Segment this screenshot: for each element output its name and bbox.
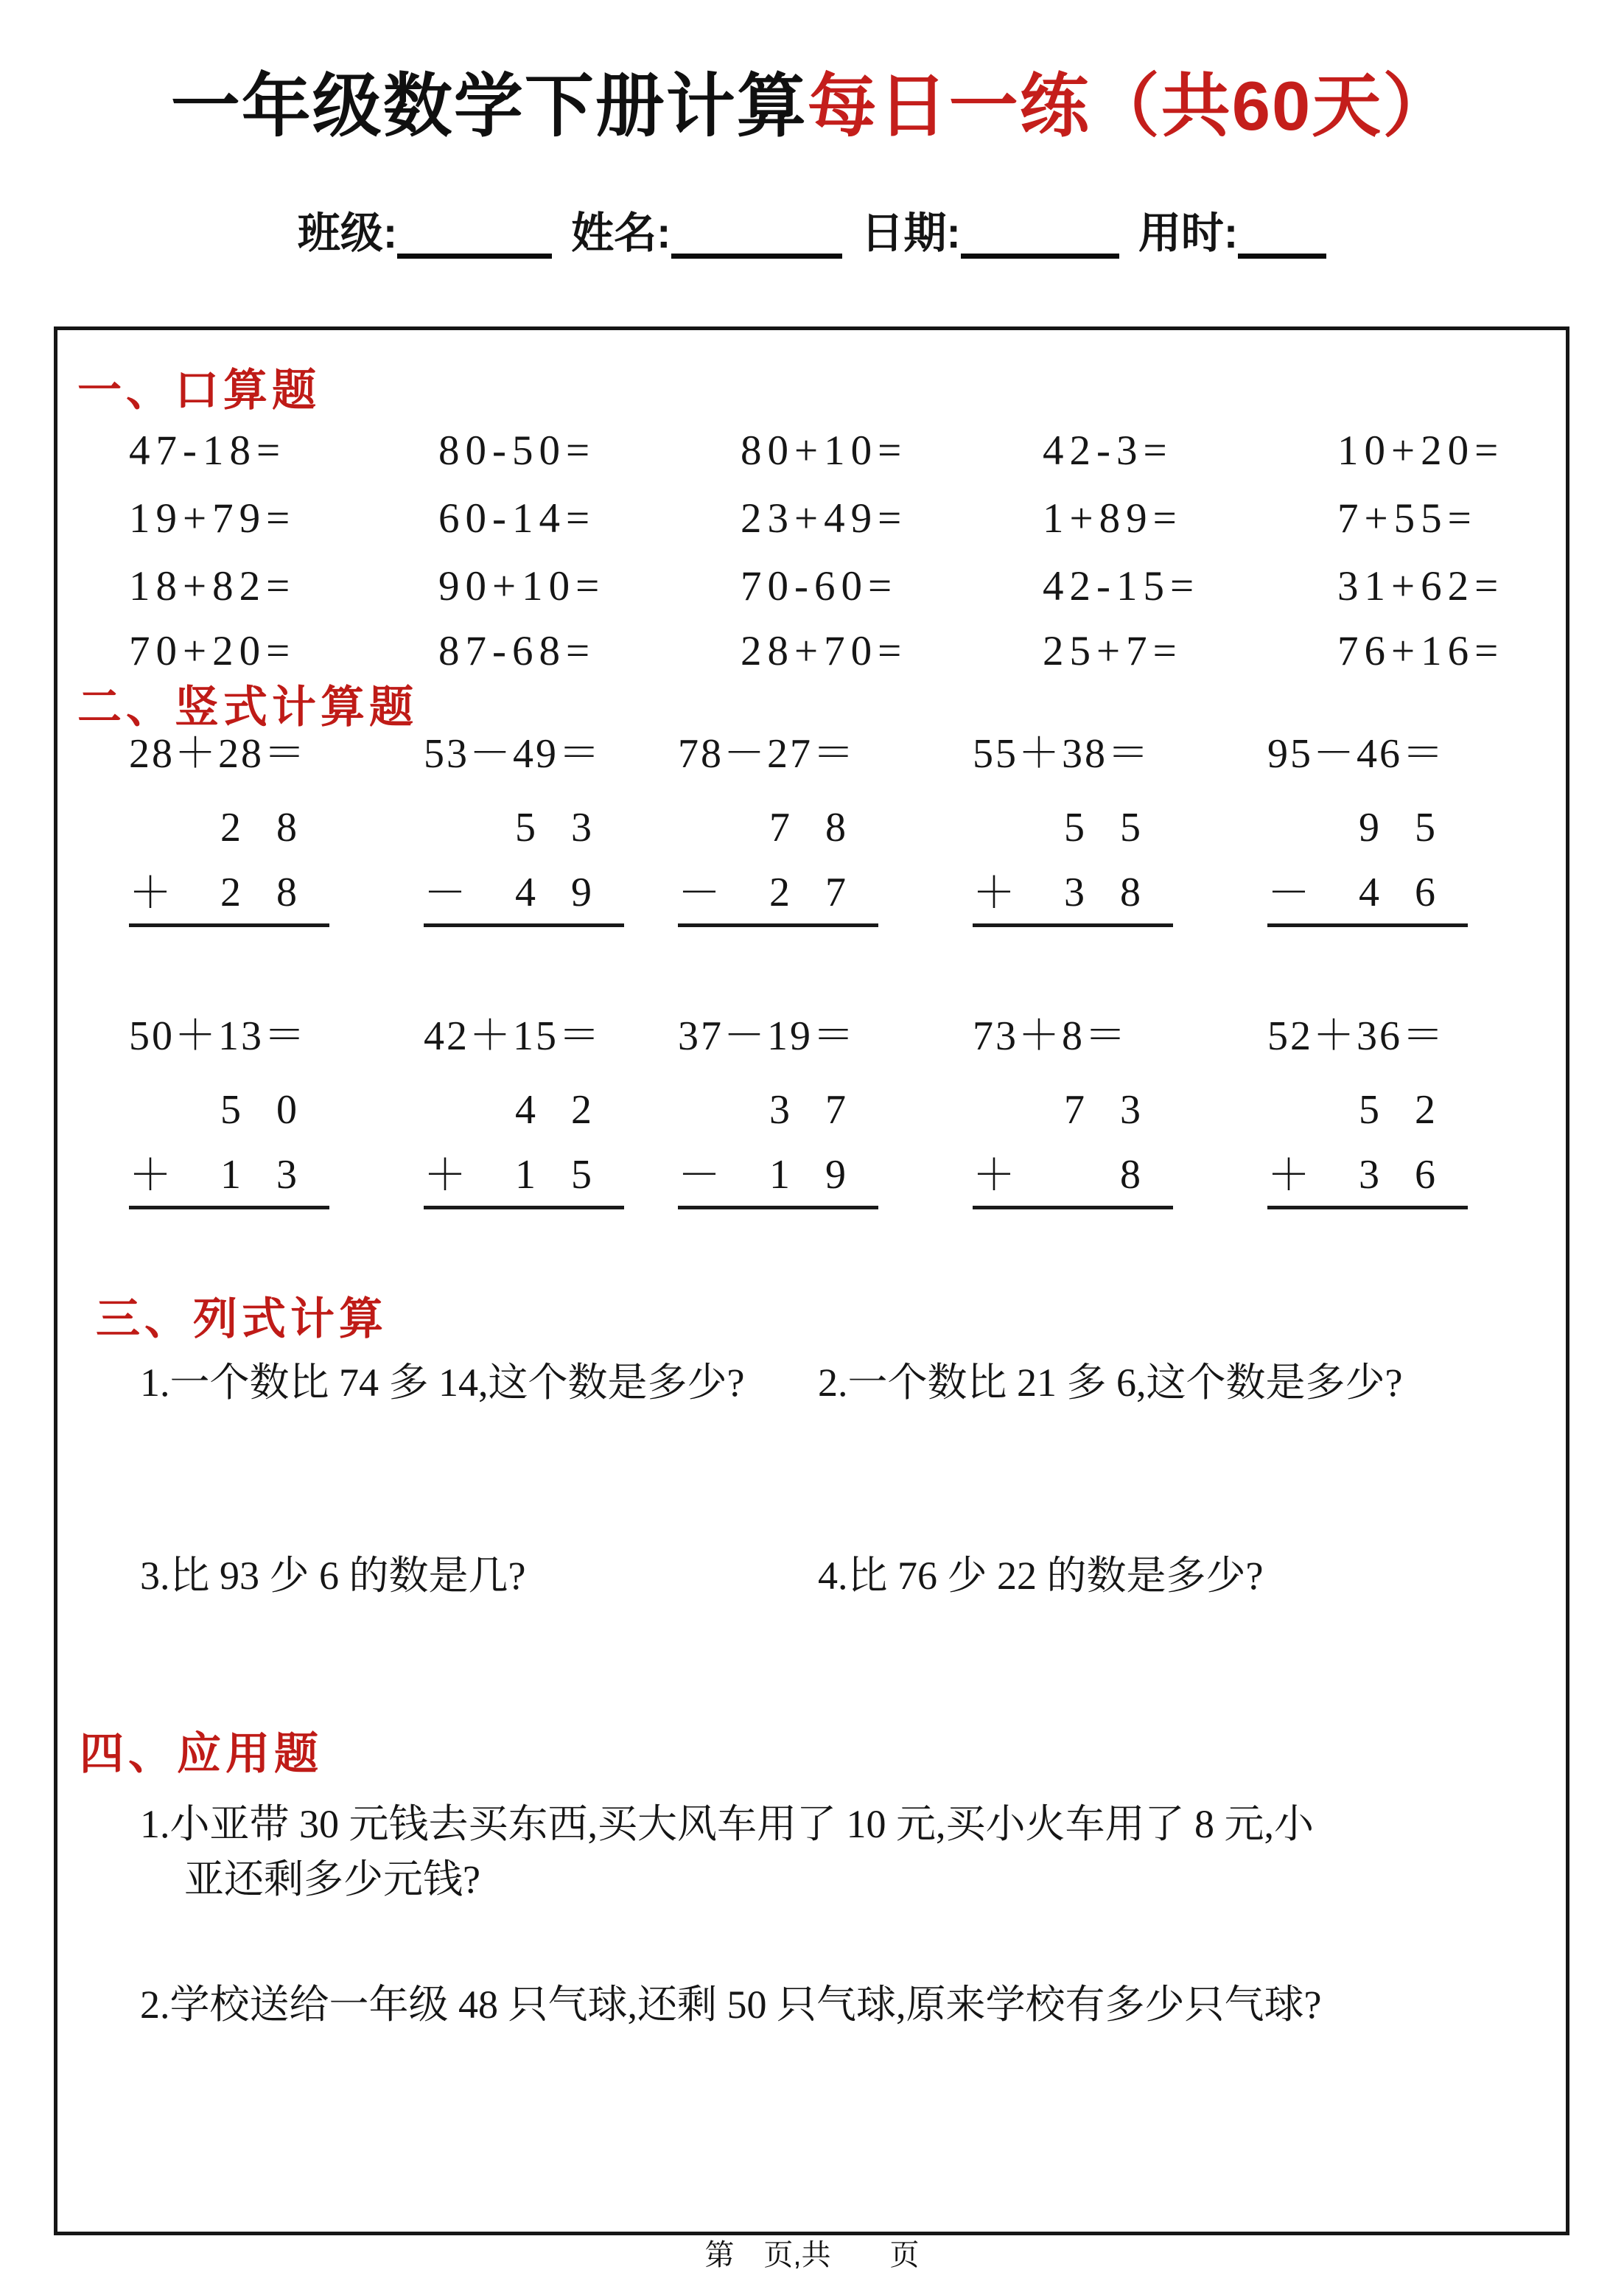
digit-tens: 5	[1064, 805, 1085, 850]
vertical-problem	[424, 1013, 630, 1237]
equation-problem: 3.比 93 少 6 的数是几?	[140, 1554, 526, 1598]
digit-ones: 8	[276, 805, 297, 850]
vertical-problem	[973, 733, 1179, 954]
equation-problem: 2.一个数比 21 多 6,这个数是多少?	[818, 1360, 1403, 1405]
answer-underline	[424, 923, 624, 927]
answer-underline	[973, 923, 1173, 927]
oral-problem: 42-15=	[1043, 563, 1200, 609]
page-title-black-part: 一年级数学下册计算	[170, 67, 808, 144]
oral-problem: 7+55=	[1337, 495, 1477, 542]
oral-problem: 42-3=	[1043, 427, 1173, 474]
word-problem-line: 1.小亚带 30 元钱去买东西,买大风车用了 10 元,买小火车用了 8 元,小	[140, 1802, 1314, 1846]
info-field-label: 班级:	[297, 209, 398, 257]
digit-tens: 9	[1359, 805, 1379, 850]
worksheet-border-box	[54, 326, 1569, 2235]
digit-ones: 0	[276, 1087, 297, 1133]
vertical-problem-expression: 37－19＝	[678, 1013, 856, 1059]
vertical-problem-expression: 53－49＝	[424, 731, 602, 777]
operator-sign: －	[678, 869, 721, 917]
info-field-label: 姓名:	[571, 209, 671, 257]
digit-tens: 1	[515, 1152, 536, 1198]
info-field-blank-line	[961, 212, 1119, 259]
vertical-bottom-operand	[129, 1151, 329, 1200]
operator-sign: ＋	[973, 869, 1016, 917]
info-field-3	[1138, 209, 1326, 259]
digit-tens: 5	[515, 805, 536, 850]
digit-tens: 4	[1359, 870, 1379, 915]
answer-underline	[973, 1206, 1173, 1209]
digit-ones: 5	[1120, 805, 1141, 850]
digit-tens: 3	[1064, 870, 1085, 915]
oral-problem: 23+49=	[741, 495, 908, 542]
vertical-problem	[129, 733, 335, 954]
answer-underline	[678, 923, 878, 927]
vertical-top-operand	[678, 1089, 878, 1135]
digit-ones: 3	[276, 1152, 297, 1198]
page-title	[0, 68, 1624, 144]
digit-ones: 5	[1415, 805, 1435, 850]
digit-ones: 8	[1120, 870, 1141, 915]
info-field-blank-line	[1238, 212, 1326, 259]
oral-problem: 90+10=	[438, 563, 606, 609]
vertical-problem-expression: 95－46＝	[1267, 731, 1446, 777]
digit-tens: 2	[220, 870, 241, 915]
vertical-problem-expression: 78－27＝	[678, 731, 856, 777]
oral-problem: 1+89=	[1043, 495, 1183, 542]
student-info-row	[0, 209, 1624, 259]
operator-sign: ＋	[1267, 1151, 1311, 1199]
vertical-problem	[1267, 733, 1474, 954]
vertical-problem-expression: 28＋28＝	[129, 731, 307, 777]
oral-problem: 25+7=	[1043, 628, 1183, 674]
vertical-problem-expression: 42＋15＝	[424, 1013, 602, 1059]
oral-problem: 80+10=	[741, 427, 908, 474]
digit-ones: 3	[1120, 1087, 1141, 1133]
section-heading-word-problems: 四、应用题	[80, 1729, 323, 1778]
vertical-bottom-operand	[678, 1151, 878, 1200]
digit-tens: 5	[220, 1087, 241, 1133]
digit-ones: 8	[825, 805, 846, 850]
digit-tens: 7	[769, 805, 790, 850]
digit-ones: 9	[825, 1152, 846, 1198]
vertical-bottom-operand	[973, 1151, 1173, 1200]
oral-problem: 80-50=	[438, 427, 596, 474]
vertical-top-operand	[424, 1089, 624, 1135]
page-title-red-part: 每日一练（共60天）	[807, 67, 1454, 144]
vertical-problem-expression: 55＋38＝	[973, 731, 1151, 777]
digit-ones: 7	[825, 1087, 846, 1133]
info-field-0	[298, 209, 552, 259]
vertical-problem	[1267, 1013, 1474, 1237]
oral-problem: 47-18=	[129, 427, 287, 474]
word-problem-line: 亚还剩多少元钱?	[184, 1857, 480, 1901]
answer-underline	[129, 1206, 329, 1209]
vertical-bottom-operand	[973, 869, 1173, 918]
vertical-problem	[678, 733, 884, 954]
oral-problem: 28+70=	[741, 628, 908, 674]
answer-underline	[129, 923, 329, 927]
digit-ones: 2	[571, 1087, 592, 1133]
digit-ones: 6	[1415, 870, 1435, 915]
answer-underline	[678, 1206, 878, 1209]
info-field-label: 用时:	[1138, 209, 1239, 257]
info-field-2	[861, 209, 1119, 259]
vertical-bottom-operand	[1267, 869, 1468, 918]
digit-tens: 4	[515, 1087, 536, 1133]
oral-problem: 60-14=	[438, 495, 596, 542]
word-problem-line: 2.学校送给一年级 48 只气球,还剩 50 只气球,原来学校有多少只气球?	[140, 1983, 1322, 2027]
vertical-top-operand	[129, 1089, 329, 1135]
answer-underline	[424, 1206, 624, 1209]
digit-tens: 4	[515, 870, 536, 915]
section-heading-vertical-calc: 二、竖式计算题	[77, 682, 418, 732]
oral-problem: 18+82=	[129, 563, 296, 609]
digit-ones: 6	[1415, 1152, 1435, 1198]
digit-ones: 7	[825, 870, 846, 915]
oral-problem: 70-60=	[741, 563, 898, 609]
digit-ones: 2	[1415, 1087, 1435, 1133]
digit-tens: 3	[1359, 1152, 1379, 1198]
oral-problem: 76+16=	[1337, 628, 1505, 674]
vertical-problem-expression: 50＋13＝	[129, 1013, 307, 1059]
vertical-top-operand	[973, 807, 1173, 853]
operator-sign: －	[1267, 869, 1311, 917]
info-field-blank-line	[397, 212, 552, 259]
operator-sign: ＋	[129, 1151, 172, 1199]
vertical-bottom-operand	[424, 869, 624, 918]
operator-sign: ＋	[129, 869, 172, 917]
vertical-bottom-operand	[678, 869, 878, 918]
info-field-1	[571, 209, 841, 259]
page-footer-text: 第 页,共 页	[704, 2239, 920, 2271]
vertical-bottom-operand	[1267, 1151, 1468, 1200]
vertical-problem-expression: 73＋8＝	[973, 1013, 1128, 1059]
operator-sign: ＋	[424, 1151, 467, 1199]
vertical-top-operand	[973, 1089, 1173, 1135]
info-field-blank-line	[671, 212, 842, 259]
vertical-problem	[973, 1013, 1179, 1237]
digit-tens: 2	[220, 805, 241, 850]
vertical-top-operand	[678, 807, 878, 853]
vertical-top-operand	[424, 807, 624, 853]
digit-ones: 3	[571, 805, 592, 850]
digit-ones: 8	[1120, 1152, 1141, 1198]
equation-problem: 4.比 76 少 22 的数是多少?	[818, 1554, 1264, 1598]
digit-ones: 5	[571, 1152, 592, 1198]
operator-sign: ＋	[973, 1151, 1016, 1199]
answer-underline	[1267, 1206, 1468, 1209]
digit-tens: 1	[220, 1152, 241, 1198]
vertical-bottom-operand	[129, 869, 329, 918]
operator-sign: －	[678, 1151, 721, 1199]
section-heading-oral-calc: 一、口算题	[77, 366, 321, 415]
oral-problem: 70+20=	[129, 628, 296, 674]
digit-tens: 3	[769, 1087, 790, 1133]
vertical-problem	[129, 1013, 335, 1237]
equation-problem: 1.一个数比 74 多 14,这个数是多少?	[140, 1360, 745, 1405]
digit-ones: 9	[571, 870, 592, 915]
digit-ones: 8	[276, 870, 297, 915]
vertical-problem	[678, 1013, 884, 1237]
digit-tens: 5	[1359, 1087, 1379, 1133]
digit-tens: 2	[769, 870, 790, 915]
vertical-top-operand	[1267, 807, 1468, 853]
oral-problem: 31+62=	[1337, 563, 1505, 609]
section-heading-equation-calc: 三、列式计算	[96, 1294, 388, 1344]
operator-sign: －	[424, 869, 467, 917]
vertical-problem-expression: 52＋36＝	[1267, 1013, 1446, 1059]
vertical-top-operand	[1267, 1089, 1468, 1135]
oral-problem: 19+79=	[129, 495, 296, 542]
digit-tens: 1	[769, 1152, 790, 1198]
answer-underline	[1267, 923, 1468, 927]
vertical-top-operand	[129, 807, 329, 853]
vertical-bottom-operand	[424, 1151, 624, 1200]
oral-problem: 87-68=	[438, 628, 596, 674]
info-field-label: 日期:	[861, 209, 961, 257]
vertical-problem	[424, 733, 630, 954]
digit-tens: 7	[1064, 1087, 1085, 1133]
oral-problem: 10+20=	[1337, 427, 1505, 474]
